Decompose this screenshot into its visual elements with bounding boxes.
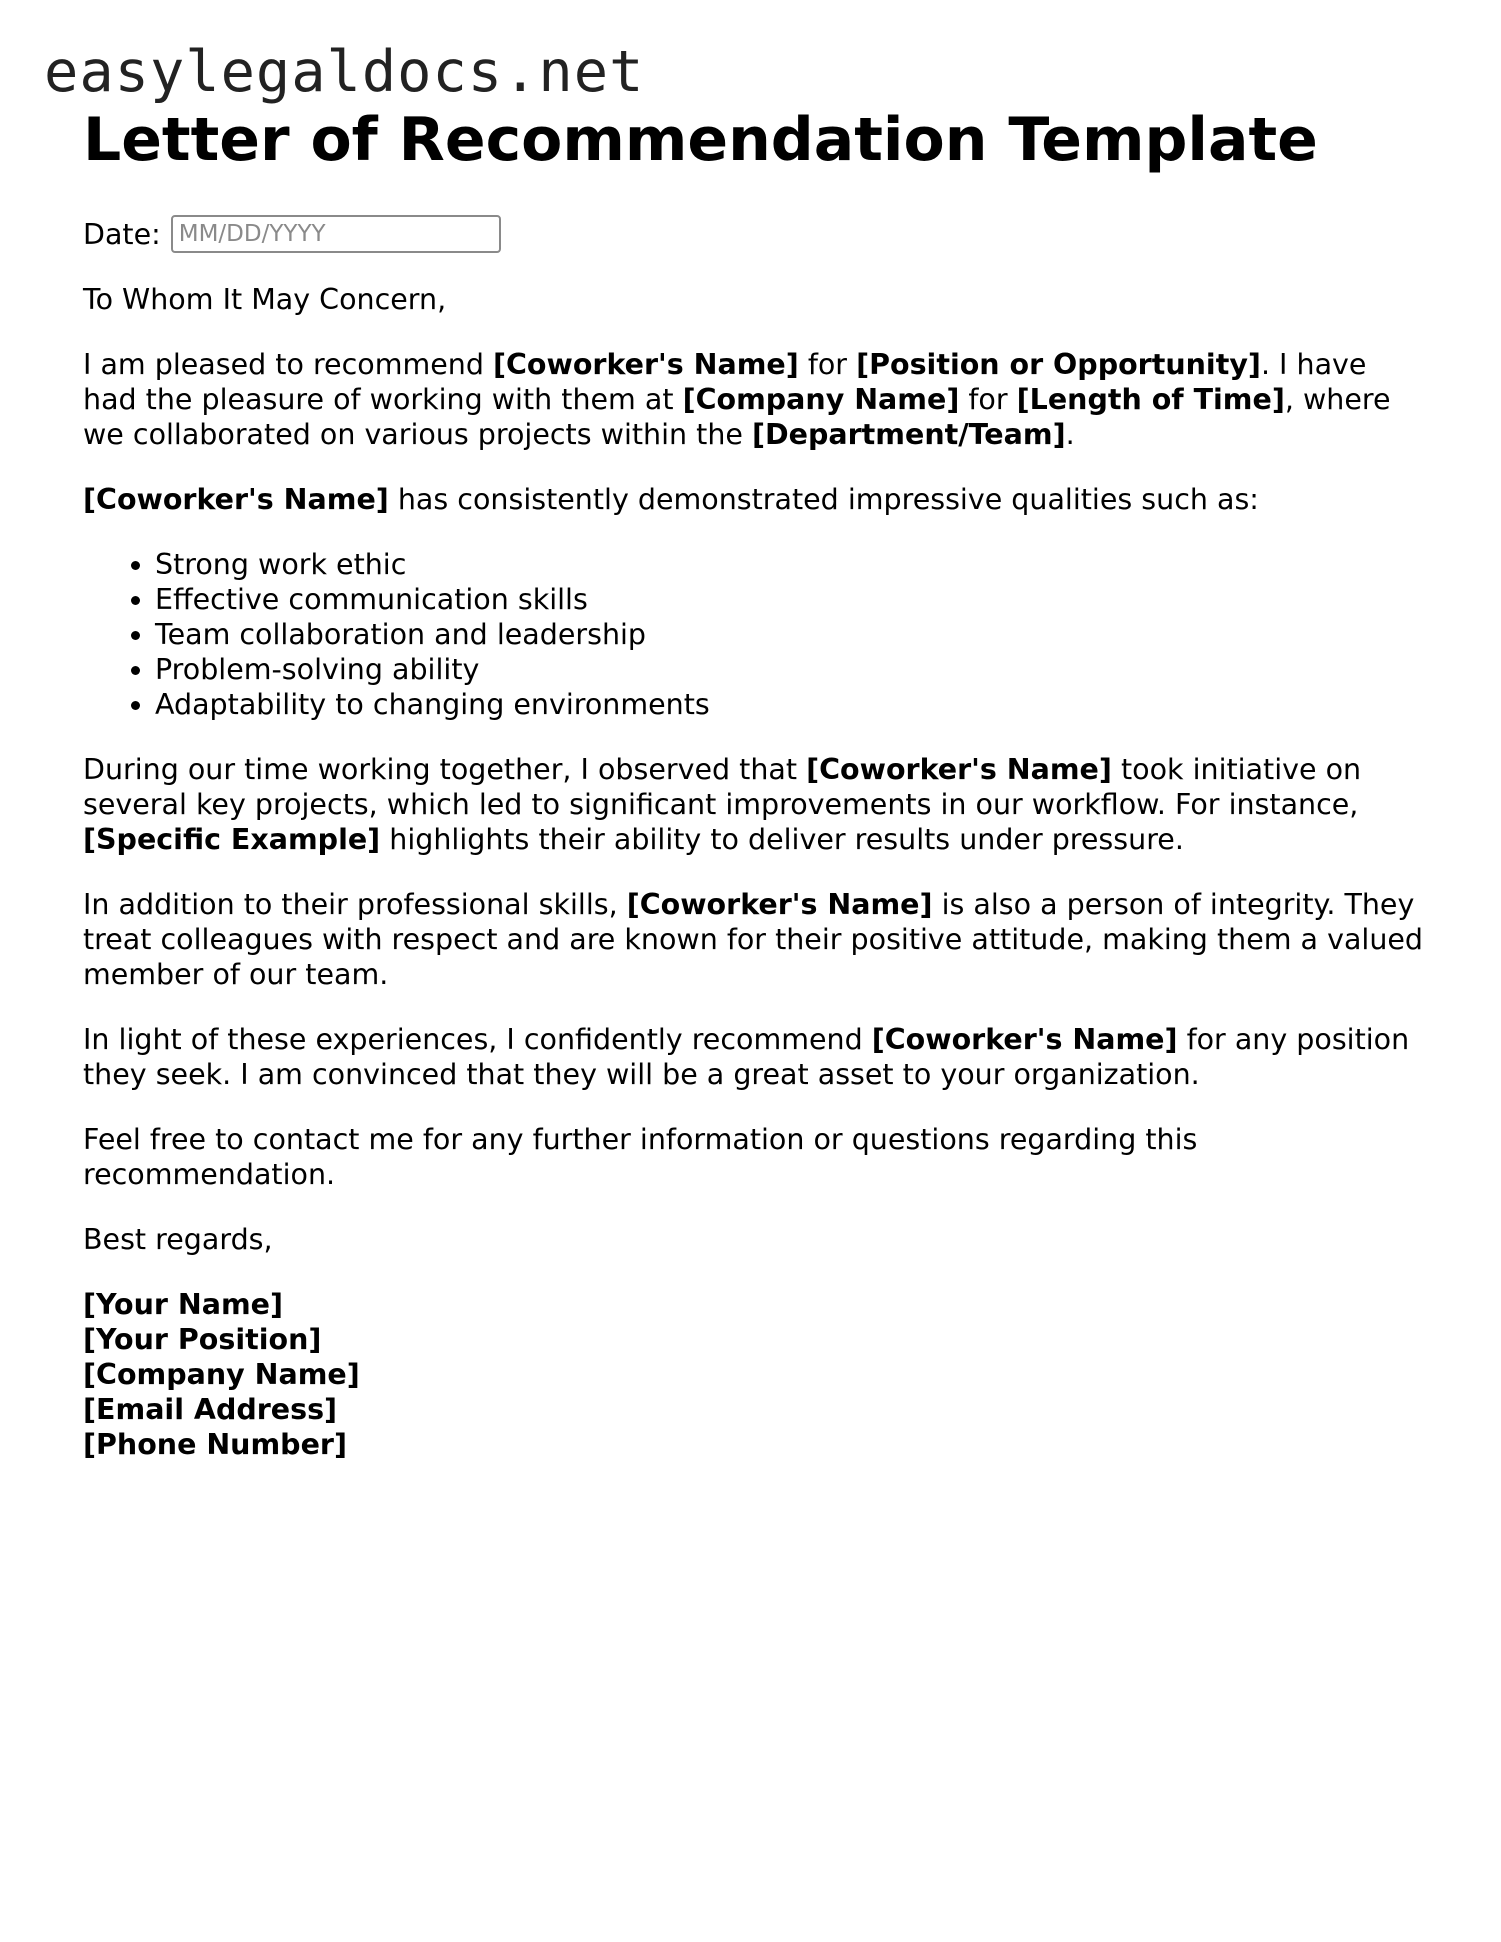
qualities-list	[83, 547, 1423, 722]
text: took initiative on several key projects, which led to significant improvements in our workflow. For instance,	[83, 753, 1362, 821]
date-row	[83, 214, 1423, 254]
text: has consistently demonstrated impressive qualities such as:	[388, 483, 1259, 516]
letter-document	[83, 104, 1423, 1462]
list-item: • Team collaboration and leadership	[155, 617, 1423, 652]
position-placeholder: [Position or Opportunity]	[856, 348, 1261, 381]
text: I am pleased to recommend	[83, 348, 493, 381]
coworker-name-placeholder: [Coworker's Name]	[83, 483, 389, 516]
text: for	[959, 383, 1017, 416]
text: . I have had the pleasure of working with them at	[83, 348, 1367, 416]
signature-email: [Email Address]	[83, 1393, 338, 1426]
signature-company: [Company Name]	[83, 1358, 360, 1391]
department-placeholder: [Department/Team]	[751, 418, 1066, 451]
contact-paragraph: Feel free to contact me for any further information or questions regarding this recommendation.	[83, 1123, 1198, 1191]
date-label: Date:	[83, 217, 161, 251]
signature-phone: [Phone Number]	[83, 1428, 347, 1461]
text: During our time working together, I observed that	[83, 753, 807, 786]
signature-block	[83, 1287, 1423, 1462]
list-item: • Effective communication skills	[155, 582, 1423, 617]
date-input[interactable]	[171, 215, 501, 253]
greeting: To Whom It May Concern,	[83, 283, 447, 316]
signature-position: [Your Position]	[83, 1323, 322, 1356]
recommendation-paragraph	[83, 1022, 1423, 1092]
text: is also a person of integrity. They treat colleagues with respect and are known for their positive attitude, making them a valued member of our team.	[83, 888, 1424, 991]
observation-paragraph	[83, 752, 1423, 857]
site-watermark: easylegaldocs.net	[44, 39, 645, 105]
text: for	[798, 348, 857, 381]
company-name-placeholder: [Company Name]	[682, 383, 960, 416]
length-of-time-placeholder: [Length of Time]	[1016, 383, 1285, 416]
list-item: • Problem-solving ability	[155, 652, 1423, 687]
coworker-name-placeholder: [Coworker's Name]	[871, 1023, 1178, 1056]
qualities-intro	[83, 482, 1423, 517]
text: , where we collaborated on various projects within the	[83, 383, 1391, 451]
text: for any position they seek. I am convinced that they will be a great asset to your organization.	[83, 1023, 1410, 1091]
page-title: Letter of Recommendation Template	[83, 105, 1318, 175]
closing: Best regards,	[83, 1223, 273, 1256]
coworker-name-placeholder: [Coworker's Name]	[626, 888, 933, 921]
text: .	[1065, 418, 1075, 451]
integrity-paragraph	[83, 887, 1423, 992]
signature-name: [Your Name]	[83, 1288, 284, 1321]
coworker-name-placeholder: [Coworker's Name]	[492, 348, 799, 381]
list-item: • Strong work ethic	[155, 547, 1423, 582]
text: In light of these experiences, I confidently recommend	[83, 1023, 872, 1056]
specific-example-placeholder: [Specific Example]	[83, 823, 381, 856]
coworker-name-placeholder: [Coworker's Name]	[806, 753, 1112, 786]
text: highlights their ability to deliver results under pressure.	[380, 823, 1184, 856]
intro-paragraph	[83, 347, 1423, 452]
list-item: • Adaptability to changing environments	[155, 687, 1423, 722]
text: In addition to their professional skills,	[83, 888, 627, 921]
